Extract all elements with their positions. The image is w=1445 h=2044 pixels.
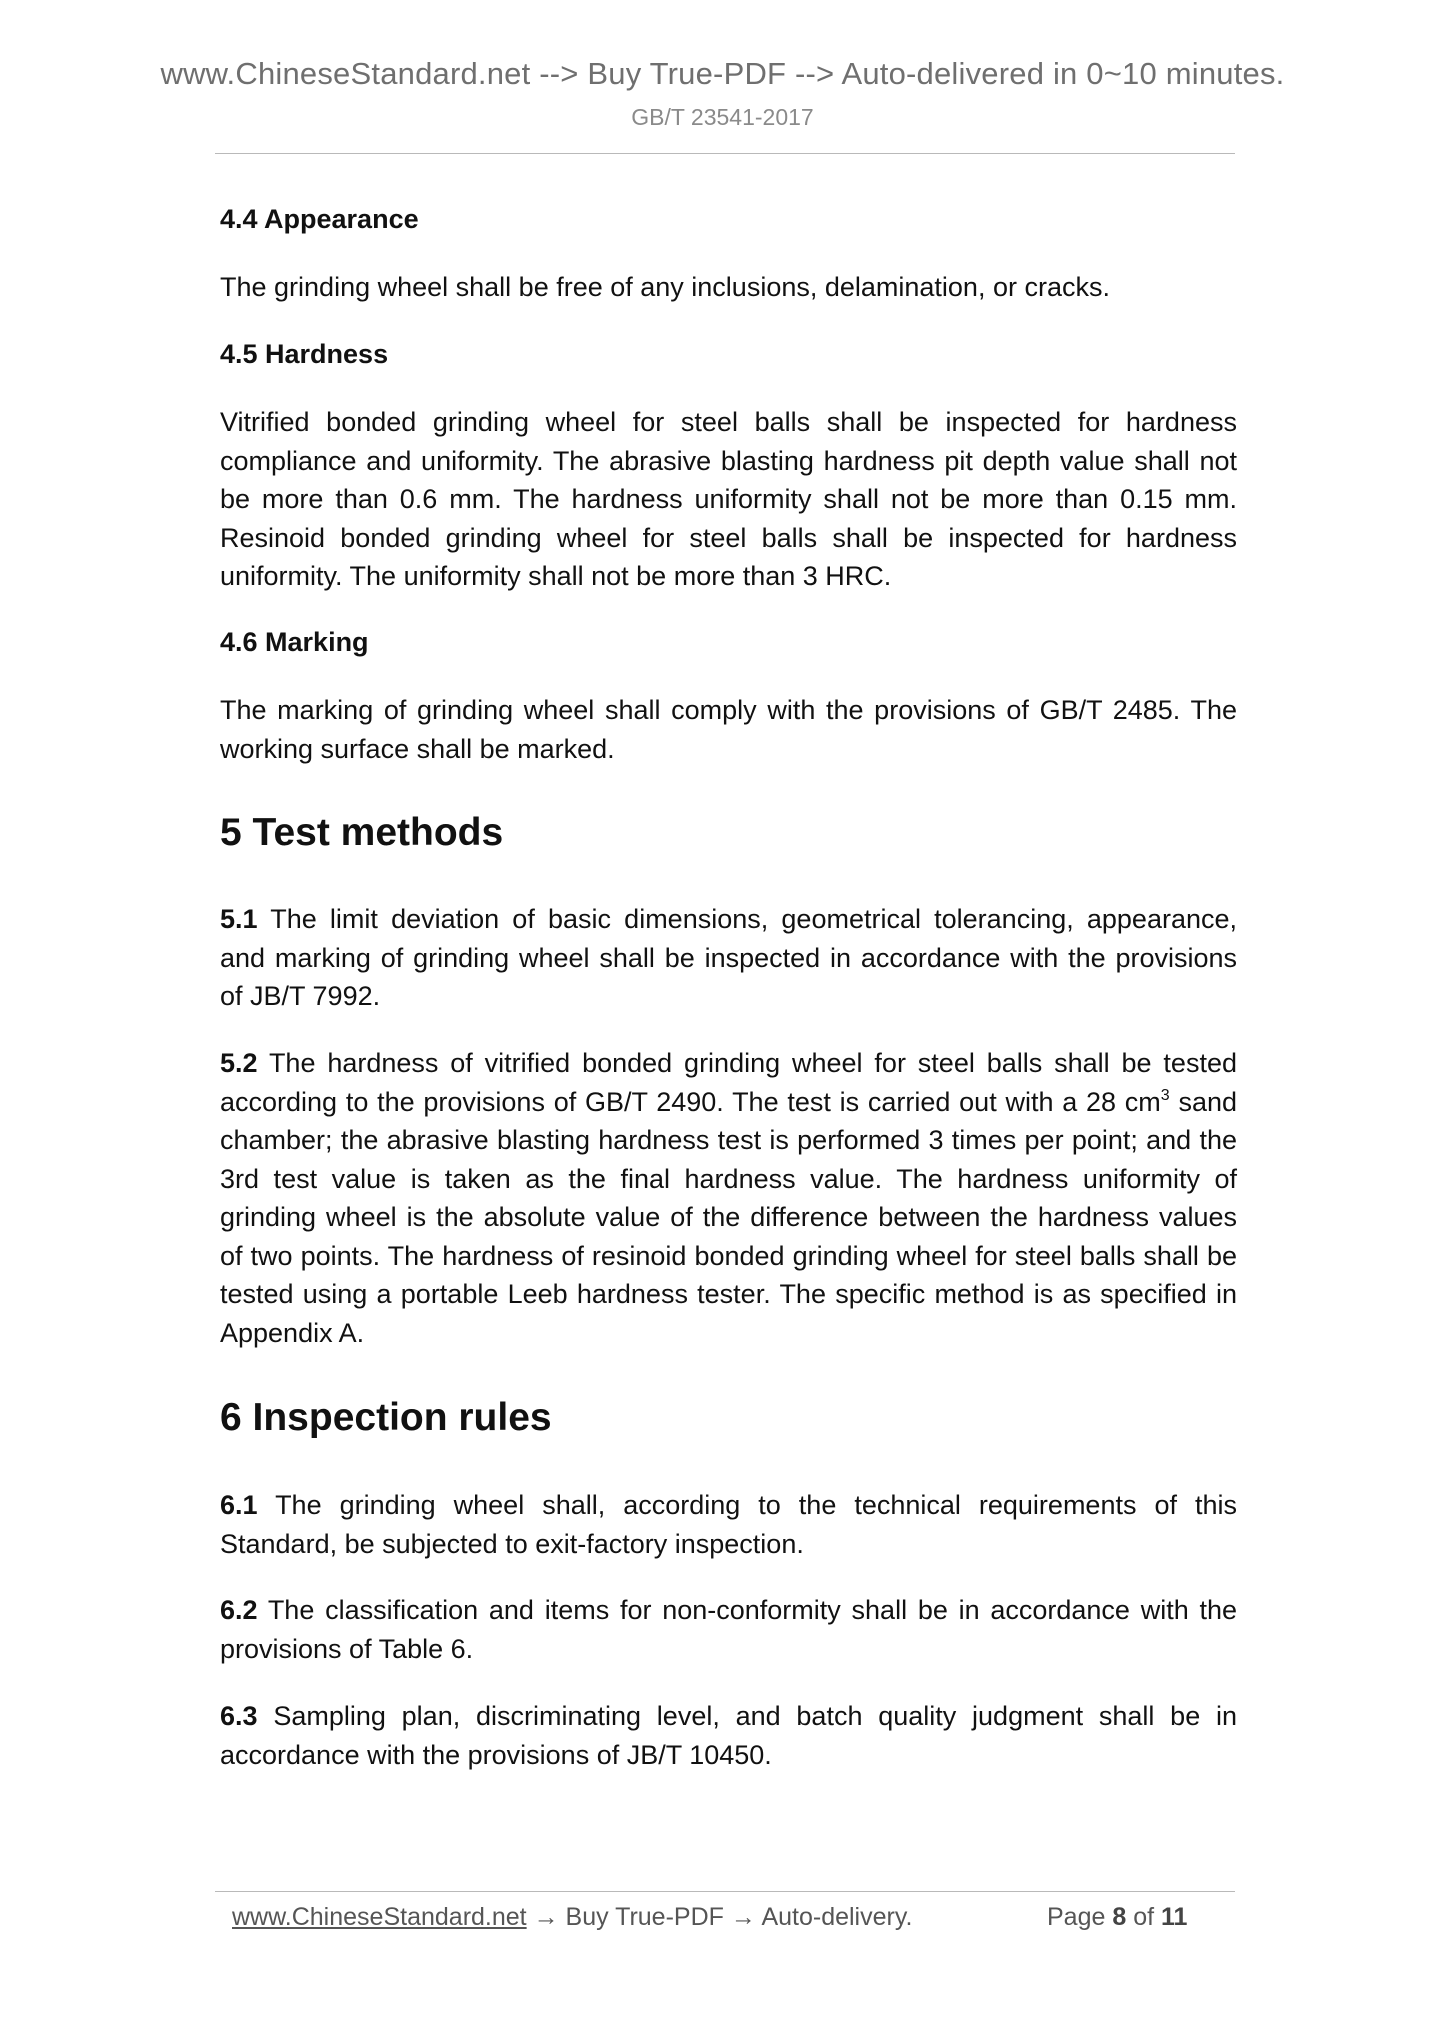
clause-text: The hardness of vitrified bonded grinding wheel for steel balls shall be tested according to the provisions of GB/T 2490. The test is carried out with a 28 cm <box>220 1048 1237 1117</box>
footer-delivery-text: Auto-delivery. <box>761 1903 913 1931</box>
clause-text: The classification and items for non-conformity shall be in accordance with the provisions of Table 6. <box>220 1595 1237 1664</box>
footer <box>232 1903 912 1932</box>
clause-number: 5.2 <box>220 1048 258 1078</box>
clause-number: 6.3 <box>220 1701 258 1731</box>
clause-6-1 <box>220 1486 1237 1563</box>
clause-6-2 <box>220 1591 1237 1668</box>
page-total: 11 <box>1161 1903 1188 1931</box>
document-id: GB/T 23541-2017 <box>631 104 814 130</box>
clause-number: 6.1 <box>220 1490 258 1520</box>
arrow-icon: → <box>533 1903 559 1931</box>
footer-divider <box>215 1891 1235 1892</box>
heading-4-5: 4.5 Hardness <box>220 339 389 369</box>
heading-5: 5 Test methods <box>220 811 504 854</box>
clause-text: Sampling plan, discriminating level, and batch quality judgment shall be in accordance with the provisions of JB/T 10450. <box>220 1701 1237 1770</box>
superscript: 3 <box>1160 1086 1170 1104</box>
clause-number: 6.2 <box>220 1595 258 1625</box>
page-of: of <box>1133 1903 1155 1931</box>
header-divider <box>215 153 1235 154</box>
clause-6-3 <box>220 1697 1237 1774</box>
heading-4-4: 4.4 Appearance <box>220 204 419 234</box>
header-banner: www.ChineseStandard.net --> Buy True-PDF --> Auto-delivered in 0~10 minutes. <box>160 56 1285 91</box>
page-indicator <box>1047 1903 1187 1932</box>
footer-site-link[interactable]: www.ChineseStandard.net <box>232 1903 527 1931</box>
clause-text-cont: sand chamber; the abrasive blasting hardness test is performed 3 times per point; and the 3rd test value is taken as the final hardness value. The hardness uniformity of grinding wheel is the absolute value of the difference between the hardness values of two points. The hardness of resinoid bonded grinding wheel for steel balls shall be tested using a portable Leeb hardness tester. The specific method is as specified in Appendix A. <box>220 1086 1237 1348</box>
clause-text: The limit deviation of basic dimensions, geometrical tolerancing, appearance, and marking of grinding wheel shall be inspected in accordance with the provisions of JB/T 7992. <box>220 904 1238 1011</box>
clause-5-2 <box>220 1044 1237 1352</box>
clause-5-1 <box>220 900 1237 1016</box>
paragraph-4-4: The grinding wheel shall be free of any inclusions, delamination, or cracks. <box>220 272 1110 302</box>
paragraph-4-6: The marking of grinding wheel shall comply with the provisions of GB/T 2485. The working surface shall be marked. <box>220 695 1237 764</box>
page-current: 8 <box>1112 1903 1127 1931</box>
footer-buy-text: Buy True-PDF <box>565 1903 724 1931</box>
arrow-icon: → <box>730 1903 756 1931</box>
paragraph-4-5: Vitrified bonded grinding wheel for steel balls shall be inspected for hardness compliance and uniformity. The abrasive blasting hardness pit depth value shall not be more than 0.6 mm. The hardness uniformity shall not be more than 0.15 mm. Resinoid bonded grinding wheel for steel balls shall be inspected for hardness uniformity. The uniformity shall not be more than 3 HRC. <box>220 407 1237 591</box>
clause-text: The grinding wheel shall, according to the technical requirements of this Standard, be subjected to exit-factory inspection. <box>220 1490 1237 1559</box>
page-label: Page <box>1047 1903 1106 1931</box>
heading-4-6: 4.6 Marking <box>220 627 369 657</box>
clause-number: 5.1 <box>220 904 258 934</box>
heading-6: 6 Inspection rules <box>220 1396 552 1439</box>
